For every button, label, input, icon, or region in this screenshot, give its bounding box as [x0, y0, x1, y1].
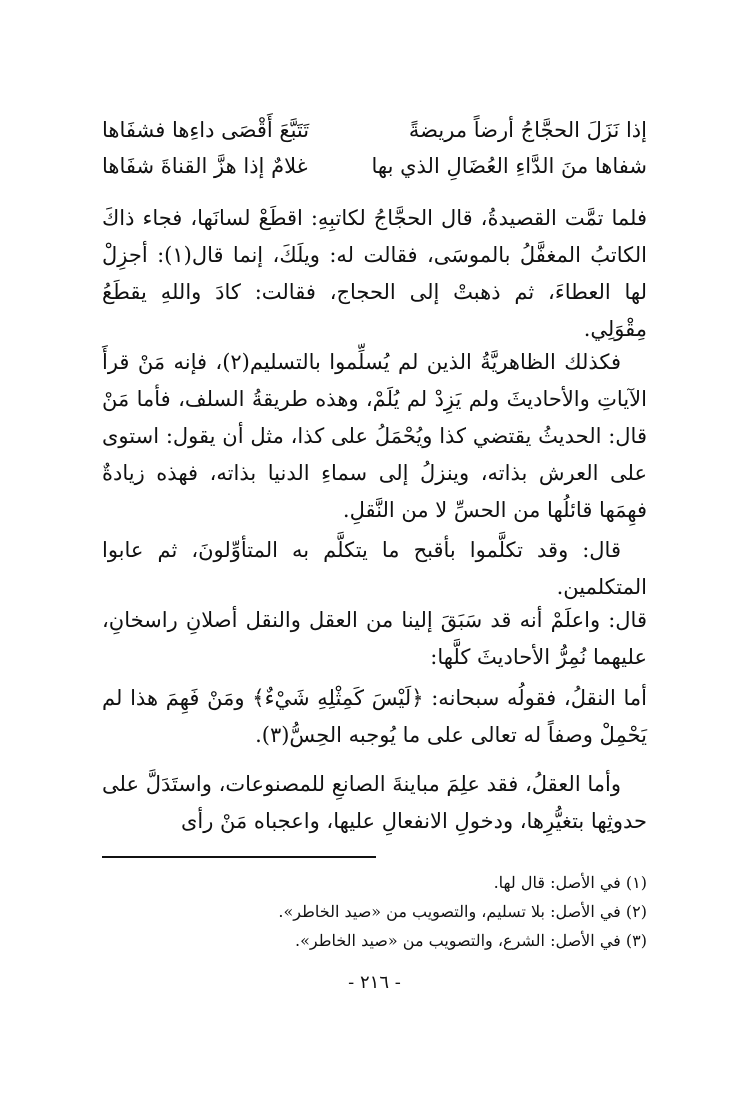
- verse-line-2: [102, 148, 647, 184]
- poem-verses: [102, 112, 647, 184]
- paragraph-2-block: [102, 344, 647, 529]
- paragraph-4-block: [102, 602, 647, 676]
- verse-line-1: [102, 112, 647, 148]
- verse-1-first-hemistich: إذا نَزَلَ الحجَّاجُ أرضاً مريضةً: [408, 118, 647, 142]
- paragraph-5-block: [102, 680, 647, 754]
- footnote-3: (٣) في الأصل: الشرع، والتصويب من «صيد الخاطر».: [295, 931, 647, 950]
- verse-2-first-hemistich: شفاها منَ الدَّاءِ العُضَالِ الذي بها: [371, 154, 647, 178]
- footnote-1: (١) في الأصل: قال لها.: [493, 873, 647, 892]
- paragraph-1: فلما تمَّت القصيدةُ، قال الحجَّاجُ لكاتبِهِ: اقطَعْ لسانَها، فجاء ذاكَ الكاتبُ المغفَّلُ بالموسَى، فقالت له: ويلَكَ، إنما قال(١): أجزِلْ لها العطاءَ، ثم ذهبتْ إلى الحجاج، فقالت: كادَ واللهِ يقطَعُ مِقْوَلِي.: [102, 206, 648, 341]
- verse-2-second-hemistich: غلامٌ إذا هزَّ القناةَ شفَاها: [102, 154, 308, 178]
- footnote-divider: [102, 856, 376, 858]
- paragraph-3: قال: وقد تكلَّموا بأقبح ما يتكلَّم به المتأوِّلونَ، ثم عابوا المتكلمين.: [102, 538, 647, 599]
- paragraph-6-block: [102, 766, 647, 840]
- paragraph-3-block: [102, 532, 647, 606]
- paragraph-2: فكذلك الظاهريَّةُ الذين لم يُسلِّموا بالتسليم(٢)، فإنه مَنْ قرأَ الآياتِ والأحاديثَ ولم يَزِدْ لم يُلَمْ، وهذه طريقةُ السلف، فأما مَنْ قال: الحديثُ يقتضي كذا ويُحْمَلُ على كذا، مثل أن يقول: استوى على العرش بذاته، وينزلُ إلى سماءِ الدنيا بذاته، فهذه زيادةٌ فهِمَها قائلُها من الحسِّ لا من النَّقلِ.: [102, 350, 647, 522]
- footnote-2: (٢) في الأصل: بلا تسليم، والتصويب من «صيد الخاطر».: [278, 902, 647, 921]
- paragraph-6: وأما العقلُ، فقد علِمَ مباينةَ الصانعِ للمصنوعات، واستَدَلَّ على حدوثِها بتغيُّرِها، ودخولِ الانفعالِ عليها، واعجباه مَنْ رأى: [102, 772, 647, 833]
- footnotes: [102, 868, 647, 955]
- verse-1-second-hemistich: تَتَبَّعَ أَقْصَى داءِها فشفَاها: [102, 118, 310, 142]
- paragraph-4: قال: واعلَمْ أنه قد سَبَقَ إلينا من العقل والنقل أصلانِ راسخانِ، عليهما نُمِرُّ الأحاديثَ كلَّها:: [102, 608, 647, 669]
- paragraph-1-block: [102, 200, 647, 348]
- paragraph-5: أما النقلُ، فقولُه سبحانه: ﴿لَيْسَ كَمِثْلِهِ شَيْءٌ﴾ ومَنْ فَهِمَ هذا لم يَحْمِلْ وصفاً له تعالى على ما يُوجبه الحِسُّ(٣).: [102, 686, 647, 747]
- page-number: - ٢١٦ -: [348, 972, 401, 993]
